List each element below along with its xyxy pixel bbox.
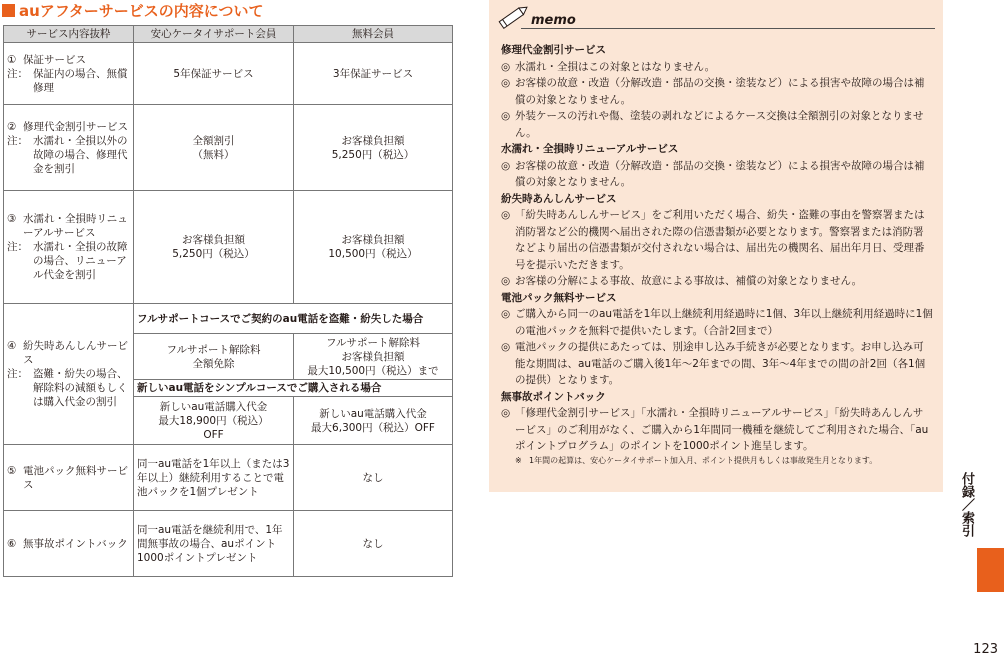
- sub-heading-cell: 新しいau電話をシンプルコースでご購入される場合: [134, 380, 453, 397]
- page-number: 123: [973, 642, 998, 657]
- table-row: [4, 511, 453, 577]
- member-cell: 全額割引 （無料）: [134, 105, 294, 191]
- memo-bullet: ◎ 水濡れ・全損はこの対象とはなりません。: [501, 60, 716, 73]
- free-cell: 3年保証サービス: [294, 43, 453, 105]
- table-row: [4, 43, 453, 105]
- service-table: [3, 25, 453, 577]
- member-cell: フルサポート解除料 全額免除: [134, 334, 294, 380]
- table-header-row: [4, 26, 453, 43]
- free-cell: フルサポート解除料 お客様負担額 最大10,500円（税込）まで: [294, 334, 453, 380]
- member-cell: お客様負担額 5,250円（税込）: [134, 191, 294, 304]
- member-cell: 同一au電話を1年以上（または3年以上）継続利用することで電池パックを1個プレゼント: [134, 445, 294, 511]
- header-cell: サービス内容抜粋: [4, 26, 134, 43]
- service-name-cell: ③ 水濡れ・全損時リニューアルサービス 注： 水濡れ・全損の故障の場合、リニューアル代金を割引: [4, 191, 134, 304]
- free-cell: 新しいau電話購入代金 最大6,300円（税込）OFF: [294, 397, 453, 445]
- memo-bullet: ◎ お客様の分解による事故、故意による事故は、補償の対象となりません。: [501, 275, 863, 287]
- memo-label: memo: [531, 13, 576, 28]
- free-cell: お客様負担額 5,250円（税込）: [294, 105, 453, 191]
- service-name-cell: ⑤ 電池パック無料サービス: [4, 445, 134, 511]
- index-tab: [977, 548, 1004, 592]
- free-cell: お客様負担額 10,500円（税込）: [294, 191, 453, 304]
- free-cell: なし: [294, 445, 453, 511]
- service-name-cell: ② 修理代金割引サービス 注： 水濡れ・全損以外の故障の場合、修理代金を割引: [4, 105, 134, 191]
- header-cell: 無料会員: [294, 26, 453, 43]
- memo-bullet: ◎ お客様の故意・改造（分解改造・部品の交換・塗装など）による損害や故障の場合は補償の対象となりません。: [501, 159, 925, 188]
- header-cell: 安心ケータイサポート会員: [134, 26, 294, 43]
- side-tab-label: 付録／索引: [959, 472, 974, 537]
- sub-heading-cell: フルサポートコースでご契約のau電話を盗難・紛失した場合: [134, 304, 453, 334]
- memo-heading: 修理代金割引サービス: [501, 44, 606, 56]
- memo-footnote: ※ 1年間の起算は、安心ケータイサポート加入月、ポイント提供月もしくは事故発生月となります。: [515, 455, 878, 465]
- memo-bullet: ◎ 外装ケースの汚れや傷、塗装の剥れなどによるケース交換は全額割引の対象となりません。: [501, 110, 924, 139]
- memo-bullet: ◎ 「修理代金割引サービス」「水濡れ・全損時リニューアルサービス」「紛失時あんしんサービス」のご利用がなく、ご購入から1年間同一機種を継続してご利用された場合、「auポイントプログラム」のポイントを1000ポイント進呈します。: [501, 407, 929, 452]
- memo-bullet: ◎ ご購入から同一のau電話を1年以上継続利用経過時に1個、3年以上継続利用経過時に1個の電池パックを無料で提供いたします。（合計2回まで）: [501, 308, 933, 337]
- table-row: [4, 445, 453, 511]
- memo-rule: [521, 28, 935, 29]
- table-row: [4, 105, 453, 191]
- memo-heading: 水濡れ・全損時リニューアルサービス: [501, 143, 679, 155]
- memo-heading: 紛失時あんしんサービス: [501, 192, 617, 205]
- service-name-cell: ④ 紛失時あんしんサービス 注： 盗難・紛失の場合、解除料の減額もしくは購入代金の割引: [4, 304, 134, 445]
- memo-box: [489, 0, 943, 492]
- member-cell: 新しいau電話購入代金 最大18,900円（税込） OFF: [134, 397, 294, 445]
- memo-bullet: ◎ 「紛失時あんしんサービス」をご利用いただく場合、紛失・盗難の事由を警察署または消防署など公的機関へ届出された際の信憑書類が必要となります。警察署または消防署などより届出の信憑書類が交付されない場合は、届出先の機関名、届出年月日、受理番号を提示いただきます。: [501, 209, 925, 271]
- table-row: [4, 304, 453, 334]
- memo-bullet: ◎ 電池パックの提供にあたっては、別途申し込み手続きが必要となります。お申し込み可能な期間は、au電話のご購入後1年〜2年までの間、3年〜4年までの間の計2回（各1個の提供）となります。: [501, 341, 926, 386]
- service-name-cell: ① 保証サービス 注： 保証内の場合、無償修理: [4, 43, 134, 105]
- memo-bullet: ◎ お客様の故意・改造（分解改造・部品の交換・塗装など）による損害や故障の場合は補償の対象となりません。: [501, 77, 925, 106]
- service-name-cell: ⑥ 無事故ポイントバック: [4, 511, 134, 577]
- table-row: [4, 191, 453, 304]
- memo-header: [489, 0, 943, 34]
- square-bullet-icon: [2, 4, 15, 17]
- section-title: auアフターサービスの内容について: [2, 0, 263, 20]
- member-cell: 5年保証サービス: [134, 43, 294, 105]
- memo-heading: 電池パック無料サービス: [501, 291, 617, 304]
- memo-heading: 無事故ポイントバック: [501, 390, 606, 403]
- free-cell: なし: [294, 511, 453, 577]
- member-cell: 同一au電話を継続利用で、1年間無事故の場合、auポイント1000ポイントプレゼント: [134, 511, 294, 577]
